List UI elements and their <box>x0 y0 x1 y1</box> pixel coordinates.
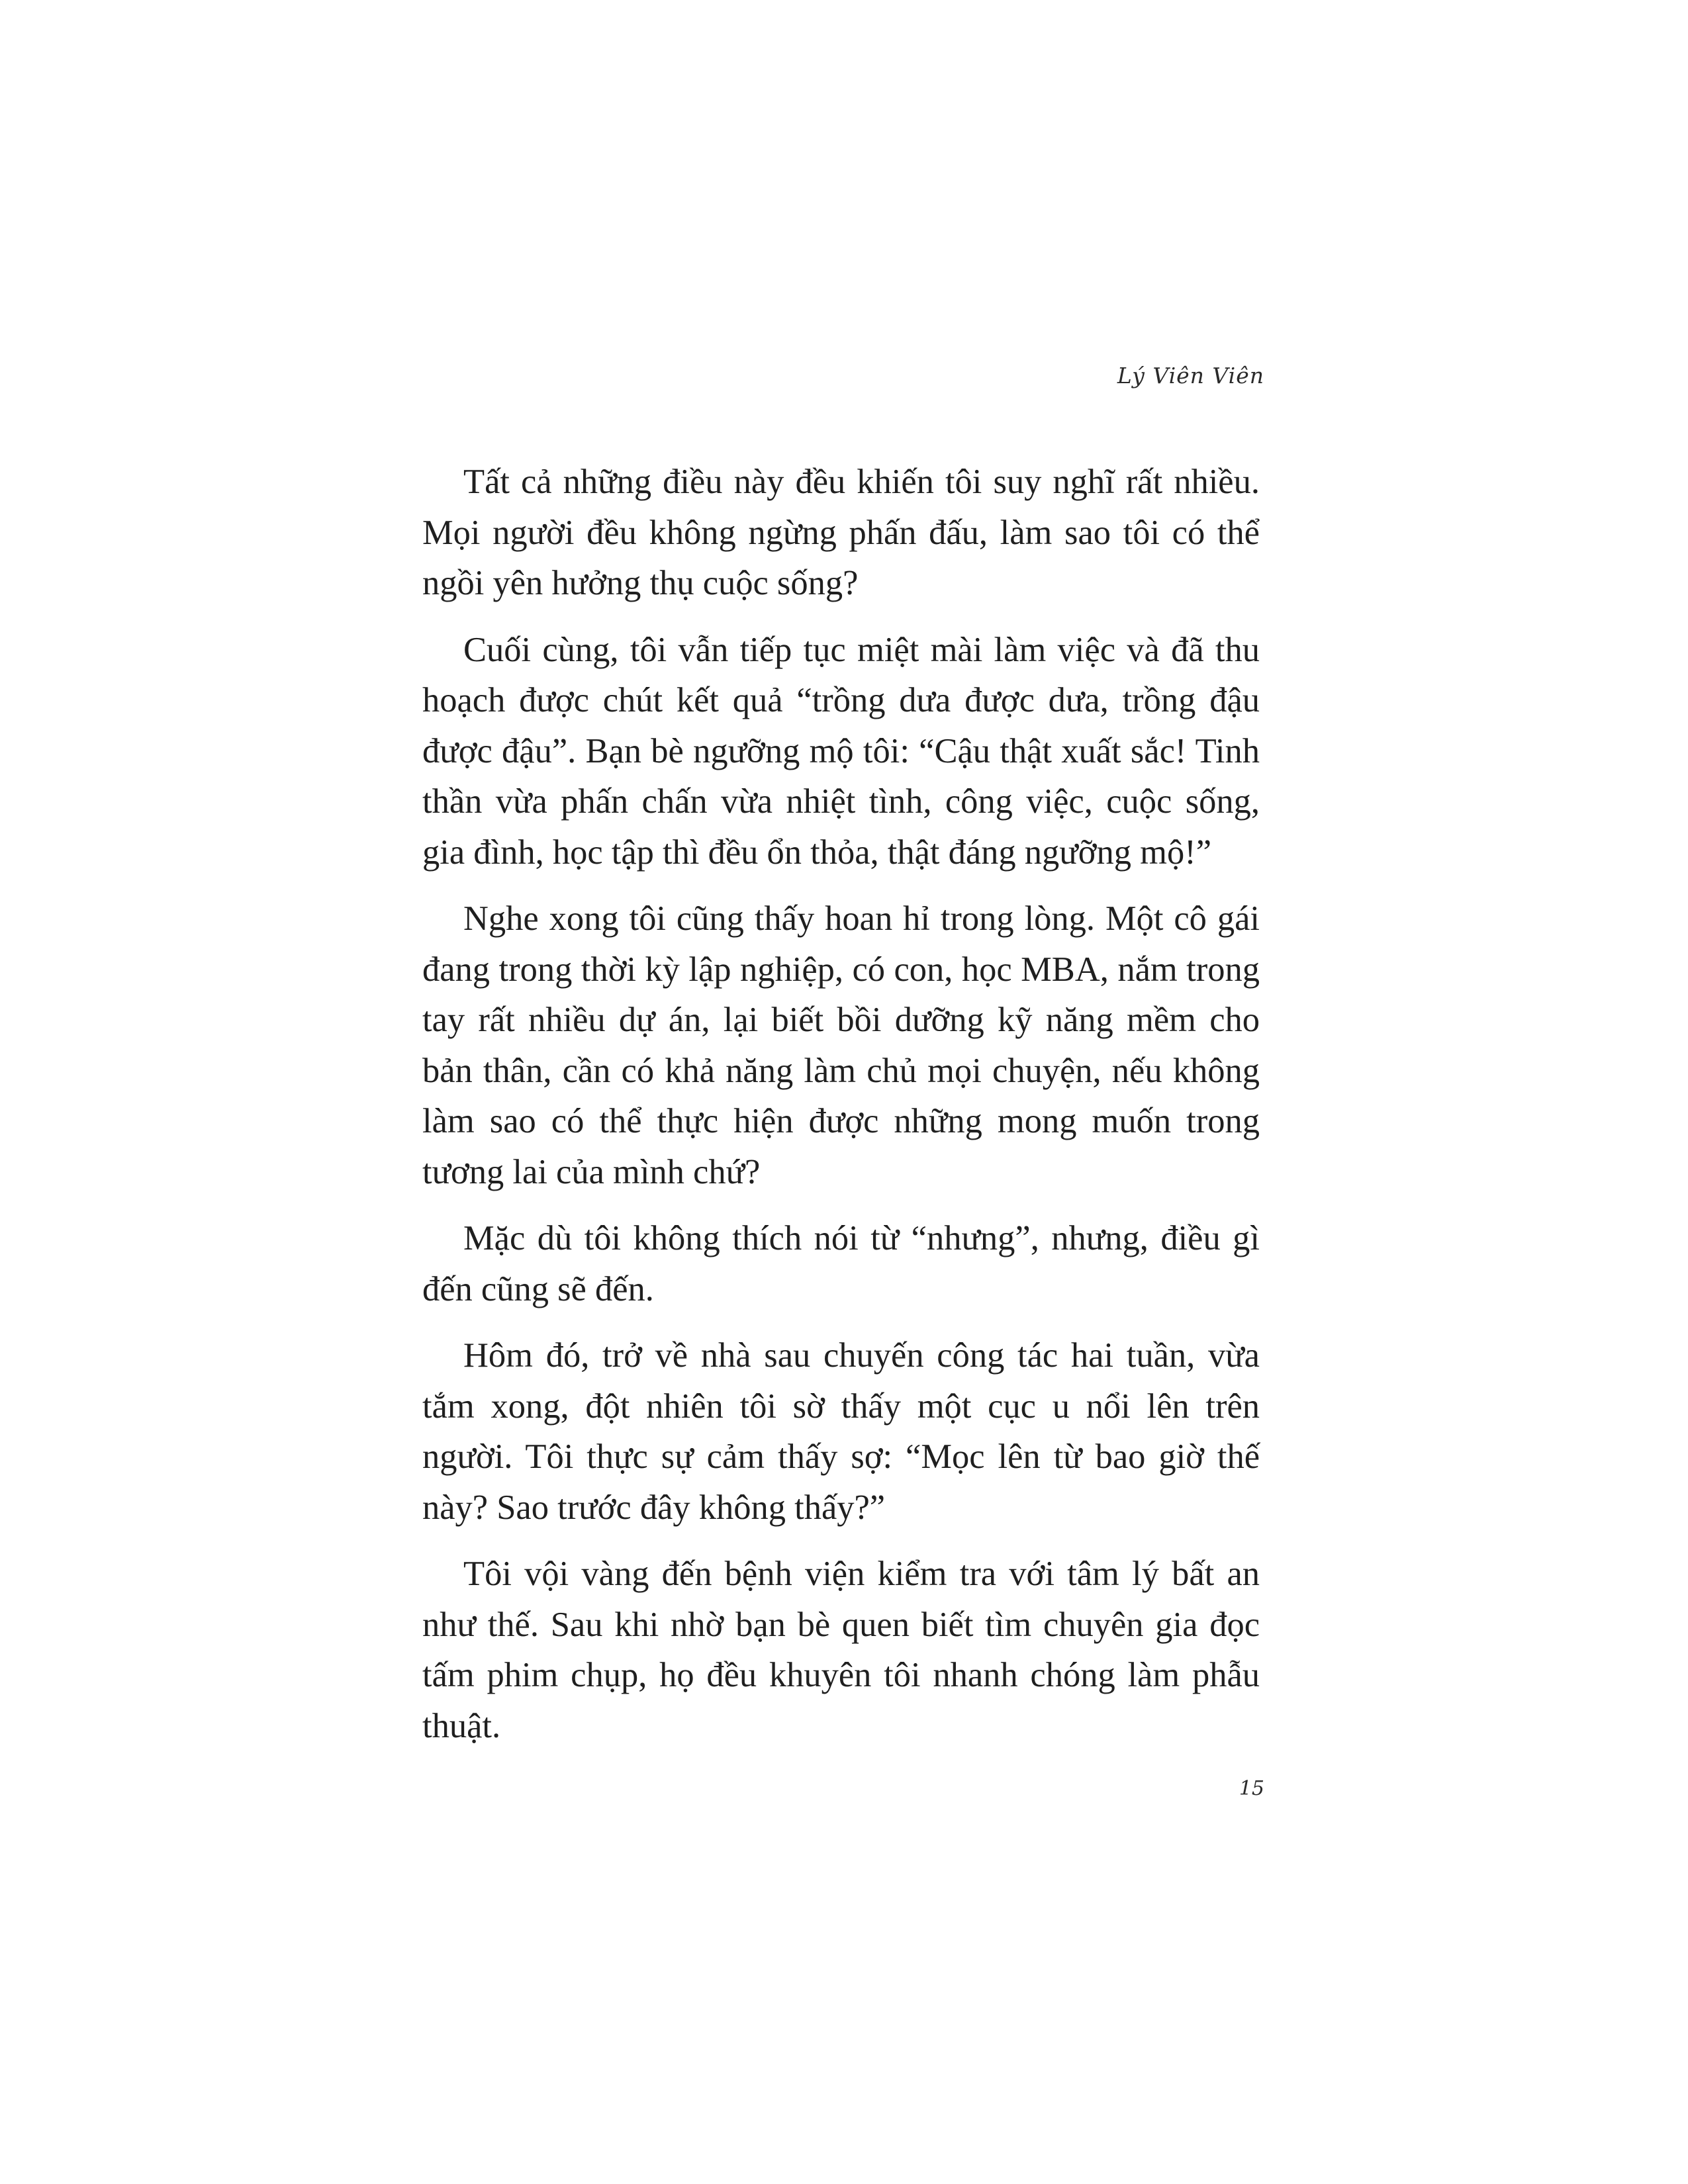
paragraph: Mặc dù tôi không thích nói từ “nhưng”, nhưng, điều gì đến cũng sẽ đến. <box>422 1219 1260 1308</box>
running-head-author: Lý Viên Viên <box>1117 363 1264 388</box>
body-text <box>422 457 1260 1767</box>
paragraph: Cuối cùng, tôi vẫn tiếp tục miệt mài làm việc và đã thu hoạch được chút kết quả “trồng dưa được dưa, trồng đậu được đậu”. Bạn bè ngưỡng mộ tôi: “Cậu thật xuất sắc! Tinh thần vừa phấn chấn vừa nhiệt tình, công việc, cuộc sống, gia đình, học tập thì đều ổn thỏa, thật đáng ngưỡng mộ!” <box>422 630 1260 872</box>
paragraph: Hôm đó, trở về nhà sau chuyến công tác hai tuần, vừa tắm xong, đột nhiên tôi sờ thấy một cục u nổi lên trên người. Tôi thực sự cảm thấy sợ: “Mọc lên từ bao giờ thế này? Sao trước đây không thấy?” <box>422 1336 1260 1527</box>
paragraph: Tất cả những điều này đều khiến tôi suy nghĩ rất nhiều. Mọi người đều không ngừng phấn đấu, làm sao tôi có thể ngồi yên hưởng thụ cuộc sống? <box>422 463 1260 602</box>
paragraph: Nghe xong tôi cũng thấy hoan hỉ trong lòng. Một cô gái đang trong thời kỳ lập nghiệp, có con, học MBA, nắm trong tay rất nhiều dự án, lại biết bồi dưỡng kỹ năng mềm cho bản thân, cần có khả năng làm chủ mọi chuyện, nếu không làm sao có thể thực hiện được những mong muốn trong tương lai của mình chứ? <box>422 899 1260 1191</box>
page-number: 15 <box>1239 1777 1264 1800</box>
paragraph: Tôi vội vàng đến bệnh viện kiểm tra với tâm lý bất an như thế. Sau khi nhờ bạn bè quen biết tìm chuyên gia đọc tấm phim chụp, họ đều khuyên tôi nhanh chóng làm phẫu thuật. <box>422 1555 1260 1745</box>
